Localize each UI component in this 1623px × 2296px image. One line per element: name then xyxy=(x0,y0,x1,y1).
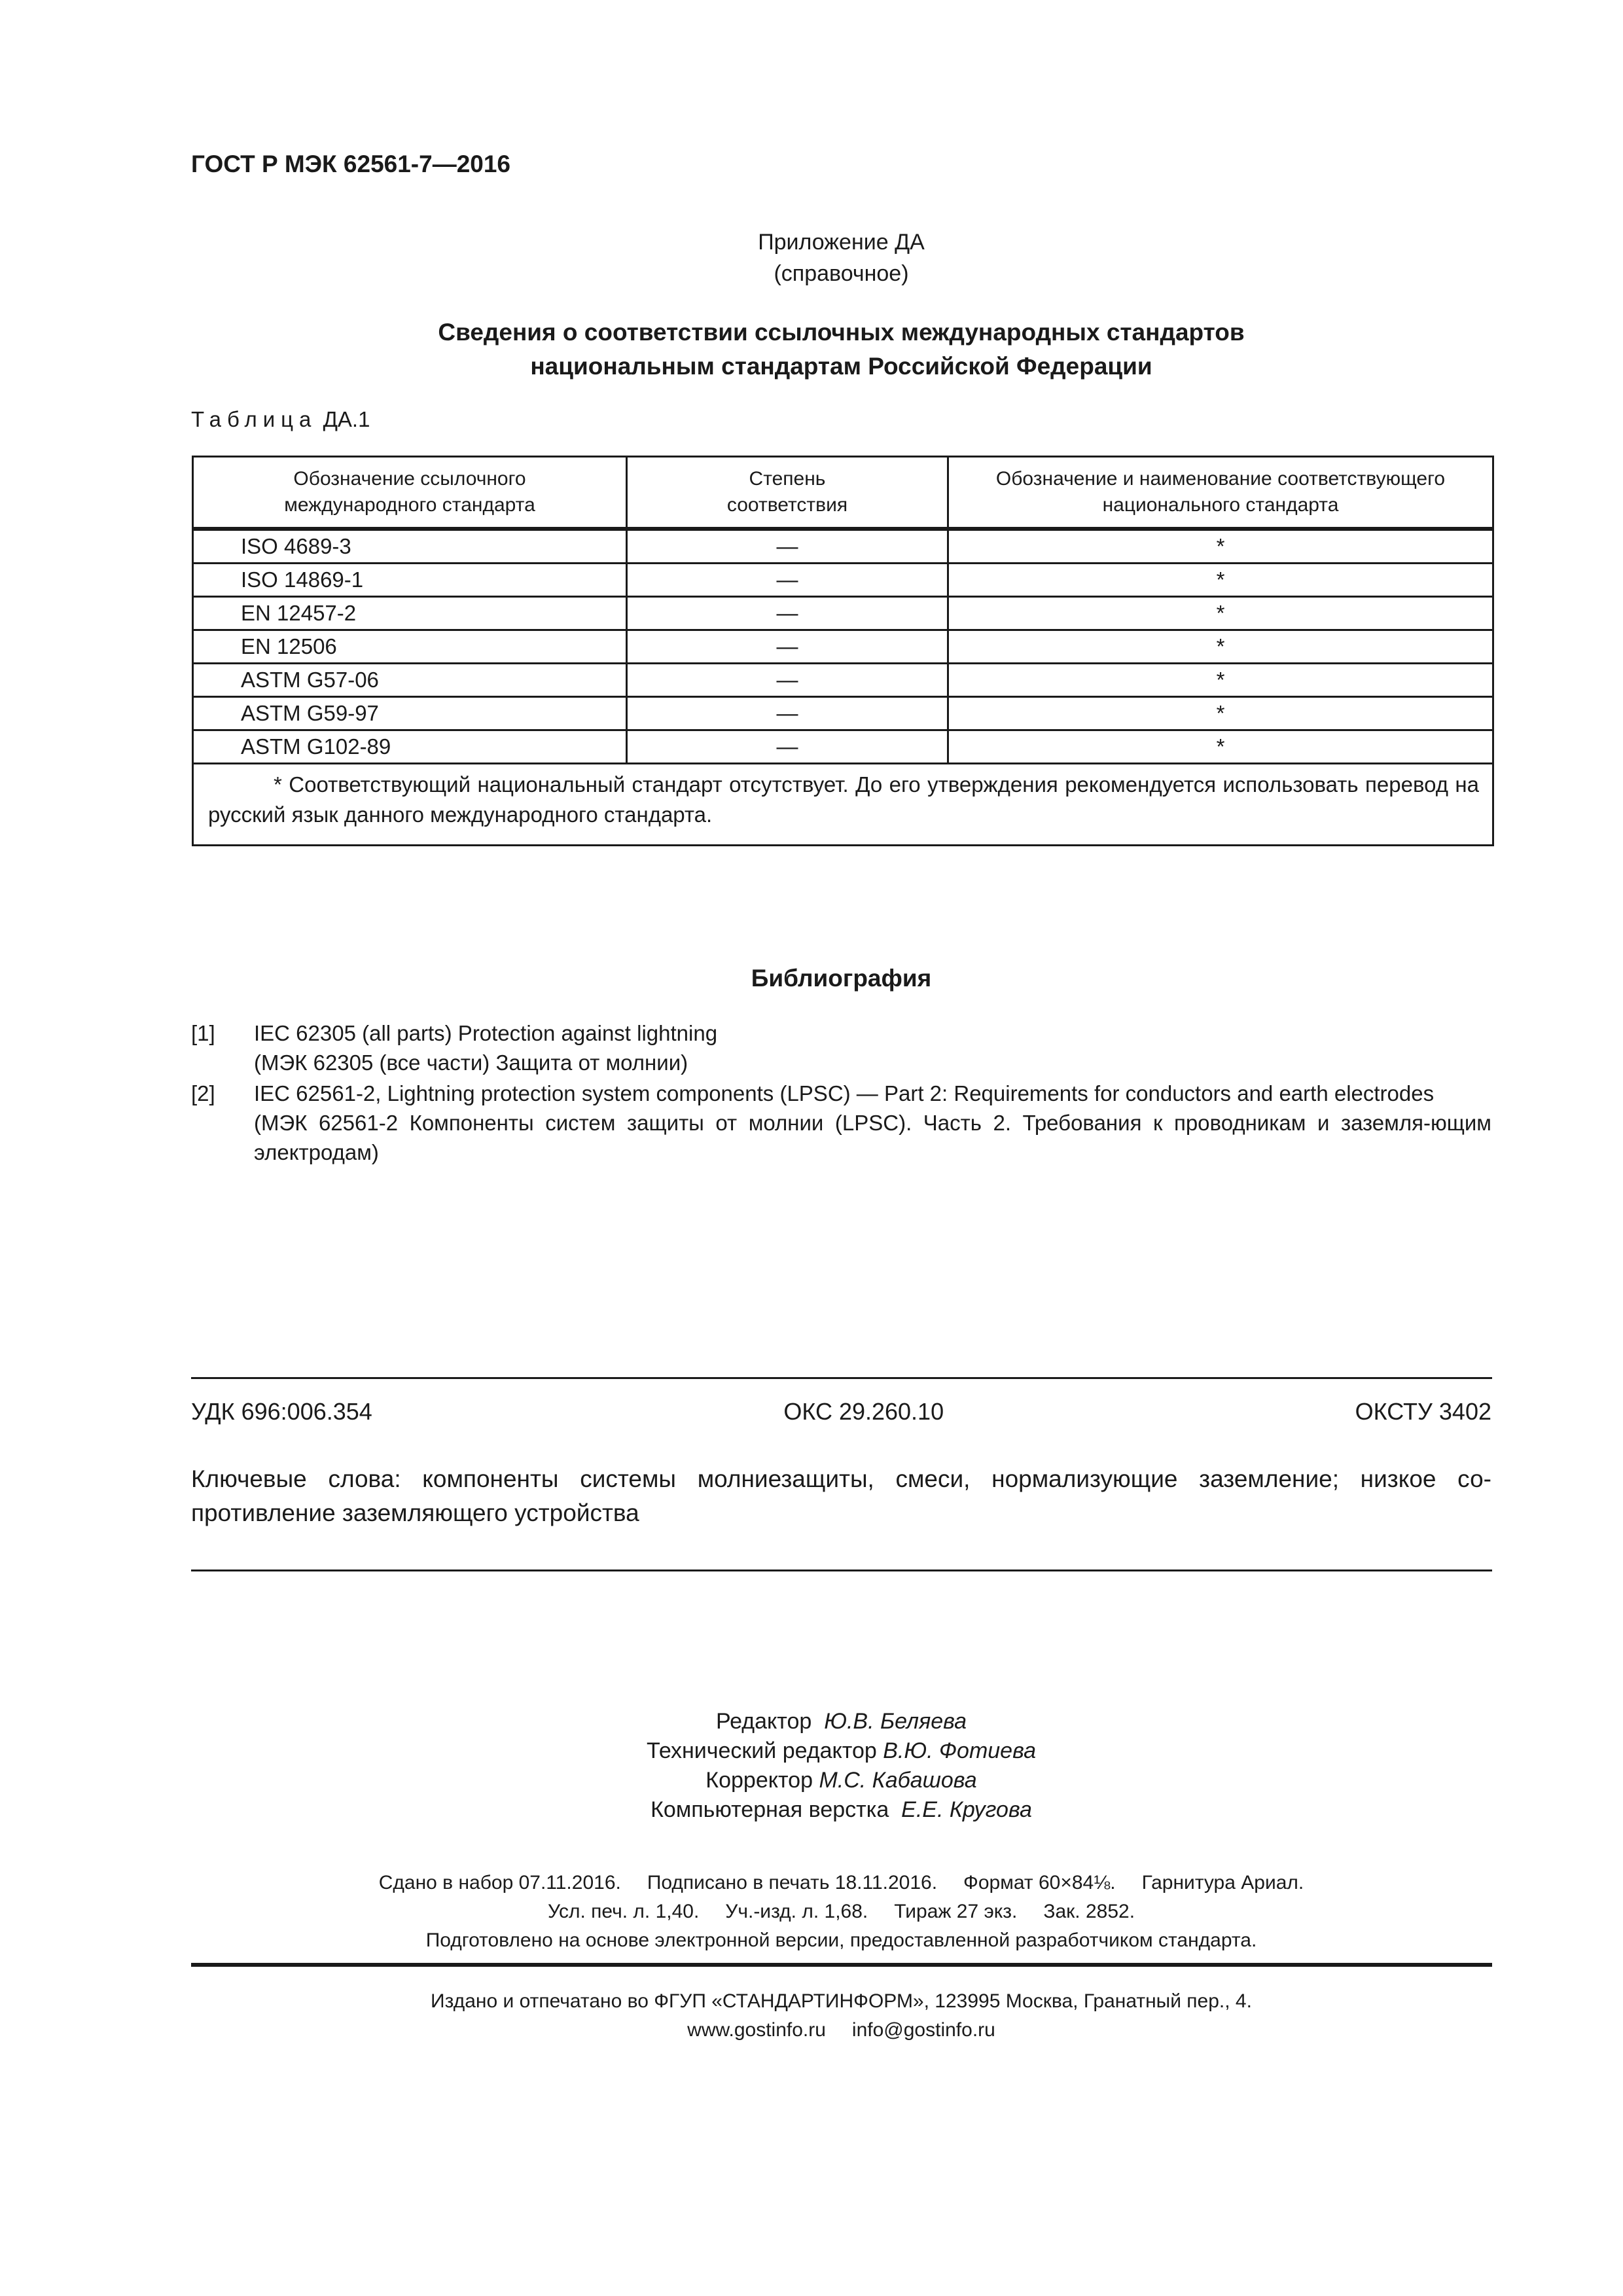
editorial-credits xyxy=(191,1707,1491,1825)
credit-name: Ю.В. Беляева xyxy=(824,1709,967,1734)
publisher-line: Издано и отпечатано во ФГУП «СТАНДАРТИНФОРМ», 123995 Москва, Гранатный пер., 4. xyxy=(431,1990,1252,2012)
table-label-id: ДА.1 xyxy=(323,407,370,431)
table-label xyxy=(191,407,370,432)
appendix-heading xyxy=(191,226,1491,289)
bibliography-item xyxy=(191,1079,1491,1167)
appendix-title: Приложение ДА xyxy=(758,230,925,255)
header-conformity: Степень соответствия xyxy=(627,457,948,529)
cell-intl-standard: ISO 4689-3 xyxy=(193,529,627,564)
table-note-row xyxy=(193,764,1493,846)
cell-conformity: — xyxy=(627,529,948,564)
section-title-line-1: Сведения о соответствии ссылочных международных стандартов xyxy=(438,319,1245,346)
cell-intl-standard: EN 12457-2 xyxy=(193,597,627,630)
credit-line: Компьютерная верстка Е.Е. Кругова xyxy=(651,1797,1032,1822)
cell-conformity: — xyxy=(627,730,948,764)
table-row xyxy=(193,697,1493,730)
bibliography-title: Библиография xyxy=(751,965,932,992)
divider-top xyxy=(191,1377,1492,1379)
table-row xyxy=(193,529,1493,564)
table-row xyxy=(193,597,1493,630)
header-intl-standard: Обозначение ссылочного международного стандарта xyxy=(193,457,627,529)
bibliography-item-number: [2] xyxy=(191,1081,215,1105)
cell-intl-standard: ISO 14869-1 xyxy=(193,564,627,597)
section-title-line-2: национальным стандартам Российской Федерации xyxy=(530,353,1152,380)
bibliography-item xyxy=(191,1018,1491,1077)
divider-middle xyxy=(191,1570,1492,1571)
cell-conformity: — xyxy=(627,697,948,730)
cell-conformity: — xyxy=(627,664,948,697)
publisher-info xyxy=(191,1987,1491,2045)
imprint-line-3: Подготовлено на основе электронной версии, предоставленной разработчиком стандарта. xyxy=(425,1929,1257,1951)
cell-national-standard: * xyxy=(948,730,1493,764)
cell-national-standard: * xyxy=(948,529,1493,564)
cell-conformity: — xyxy=(627,597,948,630)
table-header-row xyxy=(193,457,1493,529)
cell-national-standard: * xyxy=(948,630,1493,664)
reference-standards-table xyxy=(192,456,1494,846)
header-national-standard: Обозначение и наименование соответствующего национального стандарта xyxy=(948,457,1493,529)
credit-name: М.С. Кабашова xyxy=(819,1768,977,1793)
bibliography-item-title-en: IEC 62561-2, Lightning protection system components (LPSC) — Part 2: Requirements for conductors and earth electrodes xyxy=(254,1081,1435,1105)
credit-line: Корректор М.С. Кабашова xyxy=(705,1768,977,1793)
classification-codes xyxy=(191,1398,1491,1426)
credit-line: Редактор Ю.В. Беляева xyxy=(715,1709,967,1734)
oks-code: ОКС 29.260.10 xyxy=(783,1398,944,1425)
table-row xyxy=(193,564,1493,597)
table-row xyxy=(193,730,1493,764)
page-header-code: ГОСТ Р МЭК 62561-7—2016 xyxy=(191,151,511,177)
credit-line: Технический редактор В.Ю. Фотиева xyxy=(646,1738,1037,1763)
cell-intl-standard: ASTM G102-89 xyxy=(193,730,627,764)
section-title xyxy=(191,315,1491,384)
table-footnote: * Соответствующий национальный стандарт отсутствует. До его утверждения рекомендуется использовать перевод на русский язык данного международного стандарта. xyxy=(193,764,1493,846)
cell-national-standard: * xyxy=(948,697,1493,730)
keywords: Ключевые слова: компоненты системы молниезащиты, смеси, нормализующие заземление; низкое со-противление заземляющего устройства xyxy=(191,1465,1491,1526)
publisher-contacts xyxy=(191,2016,1491,2045)
table-row xyxy=(193,630,1493,664)
imprint-line-1: Сдано в набор 07.11.2016. Подписано в печать 18.11.2016. Формат 60×84⅛. Гарнитура Ариал. xyxy=(378,1872,1304,1893)
cell-intl-standard: ASTM G59-97 xyxy=(193,697,627,730)
print-imprint xyxy=(191,1869,1491,1955)
bibliography-item-title-ru: (МЭК 62305 (все части) Защита от молнии) xyxy=(254,1050,688,1075)
cell-conformity: — xyxy=(627,630,948,664)
cell-national-standard: * xyxy=(948,564,1493,597)
table-label-word: Таблица xyxy=(191,407,317,431)
udk-code: УДК 696:006.354 xyxy=(191,1398,372,1425)
credit-name: В.Ю. Фотиева xyxy=(883,1738,1037,1763)
publisher-email-link[interactable]: info@gostinfo.ru xyxy=(851,2019,995,2041)
table-row xyxy=(193,664,1493,697)
divider-bottom xyxy=(191,1963,1492,1967)
cell-national-standard: * xyxy=(948,597,1493,630)
okstu-code: ОКСТУ 3402 xyxy=(1355,1398,1491,1425)
bibliography-item-number: [1] xyxy=(191,1021,215,1045)
cell-intl-standard: EN 12506 xyxy=(193,630,627,664)
cell-national-standard: * xyxy=(948,664,1493,697)
bibliography-item-title-en: IEC 62305 (all parts) Protection against lightning xyxy=(254,1021,718,1045)
cell-conformity: — xyxy=(627,564,948,597)
cell-intl-standard: ASTM G57-06 xyxy=(193,664,627,697)
publisher-website-link[interactable]: www.gostinfo.ru xyxy=(687,2019,826,2041)
imprint-line-2: Усл. печ. л. 1,40. Уч.-изд. л. 1,68. Тираж 27 экз. Зак. 2852. xyxy=(547,1901,1135,1922)
credit-name: Е.Е. Кругова xyxy=(901,1797,1032,1822)
appendix-kind: (справочное) xyxy=(774,261,909,286)
bibliography-item-title-ru: (МЭК 62561-2 Компоненты систем защиты от молнии (LPSC). Часть 2. Требования к проводникам и заземля-ющим электродам) xyxy=(254,1111,1491,1164)
